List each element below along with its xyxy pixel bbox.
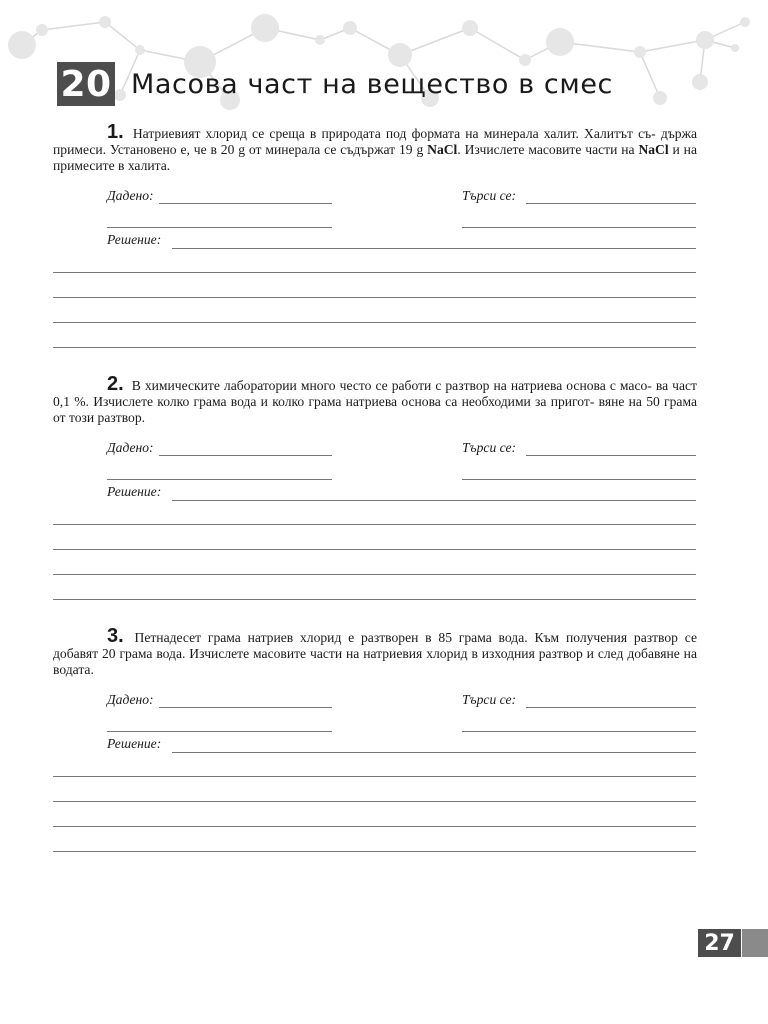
- task-2-solution-line-5[interactable]: [53, 599, 696, 600]
- task-3-given-line-2[interactable]: [107, 731, 332, 732]
- task-1-solution-label: Решение:: [107, 232, 162, 247]
- task-3-solution-line-4[interactable]: [53, 826, 696, 827]
- task-2-solution-label: Решение:: [107, 484, 162, 499]
- task-2-given-label: Дадено:: [107, 440, 154, 455]
- task-2-text: 2. В химическите лаборатории много често се работи с разтвор на натриева основа с масо- ва част 0,1 %. Изчислете колко грама вода и колко грама натриева основа са необходими за пригот- вяне на 50 грама от този разтвор.: [53, 373, 698, 425]
- task-1-given-line-1[interactable]: [159, 203, 332, 204]
- task-3-solution-line-2[interactable]: [53, 776, 696, 777]
- task-3-text: 3. Петнадесет грама натриев хлорид е разтворен в 85 грама вода. Към получения разтвор се добавят 20 грама вода. Изчислете масовите части на натриевия хлорид в изходния разтвор и след добавяне на водата.: [53, 625, 697, 677]
- task-3-number: 3.: [107, 625, 124, 647]
- task-2-solution-line-3[interactable]: [53, 549, 696, 550]
- task-3-given-line-1[interactable]: [159, 707, 332, 708]
- task-3-solution-label: Решение:: [107, 736, 162, 751]
- task-2-given-line-1[interactable]: [159, 455, 332, 456]
- task-2-solution-line-2[interactable]: [53, 524, 696, 525]
- task-1-find-label: Търси се:: [462, 188, 517, 203]
- task-2-solution-line-4[interactable]: [53, 574, 696, 575]
- page-title: Масова част на вещество в смес: [131, 68, 613, 100]
- task-3-find-line-1[interactable]: [526, 707, 696, 708]
- task-1-solution-line-5[interactable]: [53, 347, 696, 348]
- task-3-find-label: Търси се:: [462, 692, 517, 707]
- page-tab-decoration: [742, 929, 768, 957]
- task-1-solution-line-2[interactable]: [53, 272, 696, 273]
- task-1-solution-line-1[interactable]: [172, 248, 696, 249]
- task-2: [53, 373, 698, 426]
- chapter-number: 20: [57, 62, 115, 106]
- task-3-find-line-2[interactable]: [462, 731, 696, 732]
- task-1-text: 1. Натриевият хлорид се среща в природата под формата на минерала халит. Халитът съ- държа примеси. Установено е, че в 20 g от минерала се съдържат 19 g NaCl. Изчислете масовите части на NaCl и на примесите в халита.: [53, 121, 698, 173]
- task-3: [53, 625, 697, 678]
- task-3-solution-line-5[interactable]: [53, 851, 696, 852]
- task-1-solution-line-4[interactable]: [53, 322, 696, 323]
- task-1-find-line-2[interactable]: [462, 227, 696, 228]
- task-1-given-line-2[interactable]: [107, 227, 332, 228]
- task-1: [53, 121, 698, 174]
- task-1-number: 1.: [107, 121, 124, 143]
- task-1-solution-line-3[interactable]: [53, 297, 696, 298]
- task-2-number: 2.: [107, 373, 124, 395]
- task-2-find-label: Търси се:: [462, 440, 517, 455]
- task-3-solution-line-1[interactable]: [172, 752, 696, 753]
- task-3-given-label: Дадено:: [107, 692, 154, 707]
- page-number: 27: [698, 929, 741, 957]
- task-2-find-line-2[interactable]: [462, 479, 696, 480]
- task-1-find-line-1[interactable]: [526, 203, 696, 204]
- task-2-find-line-1[interactable]: [526, 455, 696, 456]
- task-1-given-label: Дадено:: [107, 188, 154, 203]
- task-2-given-line-2[interactable]: [107, 479, 332, 480]
- task-2-solution-line-1[interactable]: [172, 500, 696, 501]
- chapter-header: [57, 62, 613, 106]
- task-3-solution-line-3[interactable]: [53, 801, 696, 802]
